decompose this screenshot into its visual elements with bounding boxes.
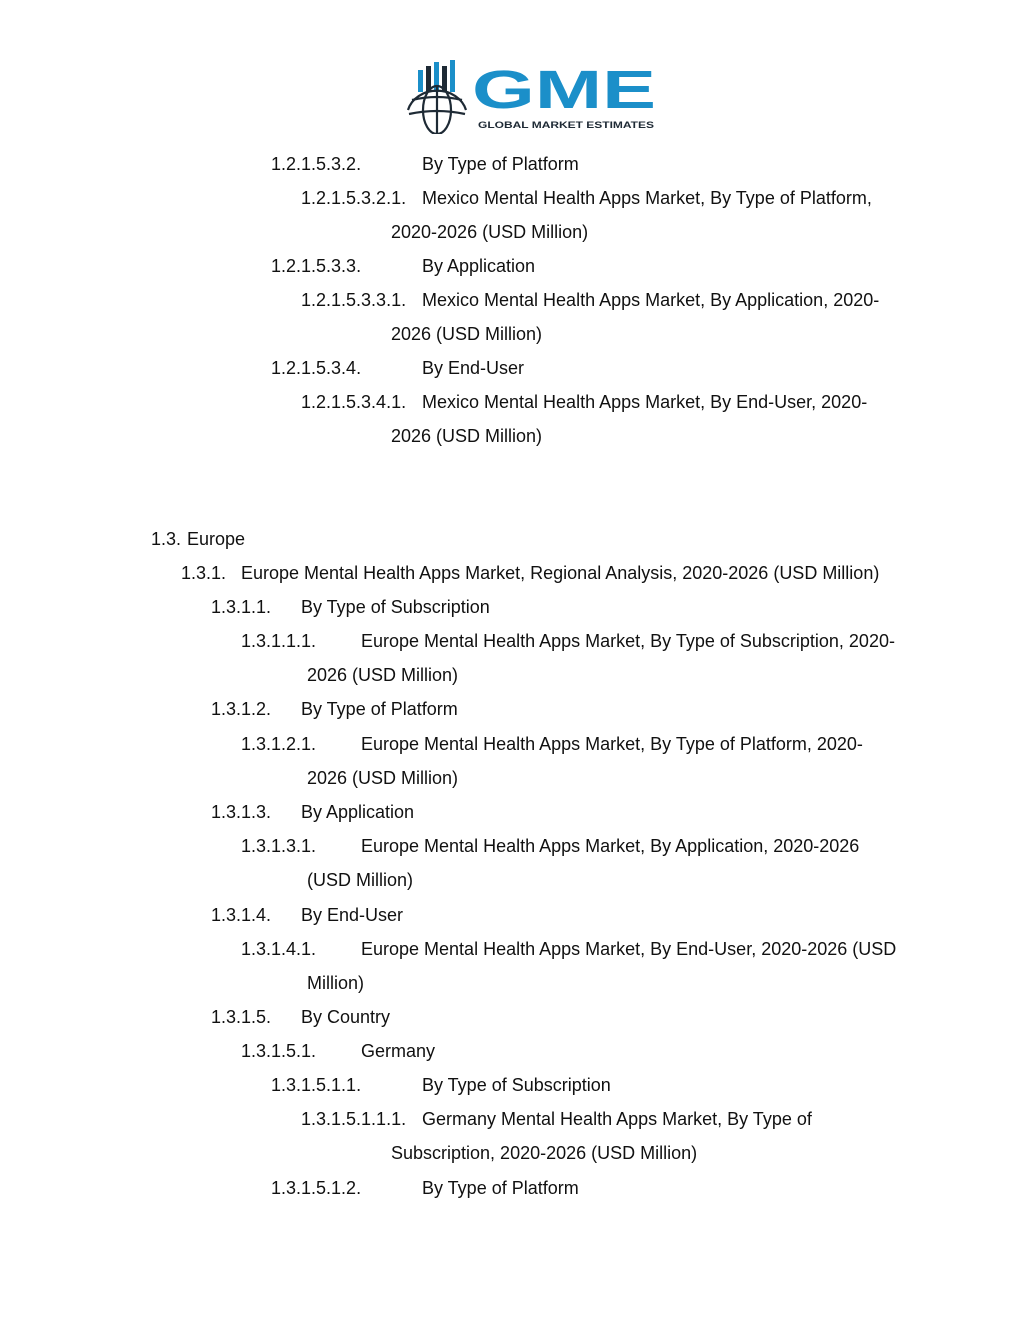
toc-entry-title: By Type of Platform bbox=[301, 699, 458, 719]
toc-entry-title: Mexico Mental Health Apps Market, By Type of Platform, bbox=[422, 188, 872, 208]
toc-entry-title: Europe Mental Health Apps Market, By Type of Platform, 2020- bbox=[361, 734, 863, 754]
toc-entry-title: By Application bbox=[422, 256, 536, 276]
toc-entry-number: 1.2.1.5.3.3. bbox=[271, 256, 362, 276]
toc-entry-title: By End-User bbox=[301, 905, 404, 925]
toc-entry-title: Mexico Mental Health Apps Market, By End-User, 2020- bbox=[422, 392, 868, 412]
toc-entry-title: By Type of Subscription bbox=[422, 1075, 611, 1095]
toc-entry-title: By Type of Platform bbox=[422, 154, 579, 174]
logo-wordmark: GME bbox=[472, 60, 656, 120]
toc-entry-number: 1.3.1.5.1.2. bbox=[271, 1178, 362, 1198]
toc-entry-number: 1.3.1.5.1. bbox=[241, 1041, 317, 1061]
toc-entry-number: 1.3.1.3. bbox=[211, 802, 272, 822]
toc-entry-title: Europe Mental Health Apps Market, Regional Analysis, 2020-2026 (USD Million) bbox=[241, 563, 880, 583]
toc-entry-number: 1.3.1.2.1. bbox=[241, 734, 317, 754]
toc-entry-number: 1.3.1.1. bbox=[211, 597, 272, 617]
toc-entry-title-continuation: 2026 (USD Million) bbox=[391, 324, 543, 344]
toc-entry-title: Germany bbox=[361, 1041, 436, 1061]
toc-entry-number: 1.3.1.4.1. bbox=[241, 939, 317, 959]
toc-entry-title: By Application bbox=[301, 802, 415, 822]
toc-entry-title-continuation: 2020-2026 (USD Million) bbox=[391, 222, 589, 242]
toc-entry-title-continuation: Million) bbox=[307, 973, 365, 993]
toc-entry-number: 1.2.1.5.3.2.1. bbox=[301, 188, 407, 208]
toc-entry-title: Germany Mental Health Apps Market, By Type of bbox=[422, 1109, 812, 1129]
toc-entry-title: Europe Mental Health Apps Market, By Application, 2020-2026 bbox=[361, 836, 860, 856]
toc-entry-number: 1.3.1.5. bbox=[211, 1007, 272, 1027]
toc-entry-title: Europe Mental Health Apps Market, By End-User, 2020-2026 (USD bbox=[361, 939, 897, 959]
toc-entry-number: 1.3.1.3.1. bbox=[241, 836, 317, 856]
toc-entry-number: 1.3. bbox=[151, 529, 182, 549]
toc-entry-title: Europe bbox=[187, 529, 246, 549]
toc-entry-number: 1.2.1.5.3.3.1. bbox=[301, 290, 407, 310]
toc-entry-title: Mexico Mental Health Apps Market, By Application, 2020- bbox=[422, 290, 880, 310]
toc-entry-title: Europe Mental Health Apps Market, By Type of Subscription, 2020- bbox=[361, 631, 895, 651]
toc-entry-number: 1.3.1.2. bbox=[211, 699, 272, 719]
toc-entry-number: 1.2.1.5.3.4. bbox=[271, 358, 362, 378]
toc-entry-number: 1.3.1.1.1. bbox=[241, 631, 317, 651]
toc-entry-number: 1.3.1.4. bbox=[211, 905, 272, 925]
toc-entry-title: By Type of Subscription bbox=[301, 597, 490, 617]
toc-entry-title-continuation: 2026 (USD Million) bbox=[307, 768, 459, 788]
toc-entry-number: 1.3.1. bbox=[181, 563, 227, 583]
toc-entry-title: By Country bbox=[301, 1007, 391, 1027]
toc-entry-number: 1.2.1.5.3.4.1. bbox=[301, 392, 407, 412]
toc-entry-title-continuation: Subscription, 2020-2026 (USD Million) bbox=[391, 1143, 698, 1163]
toc-entry-number: 1.2.1.5.3.2. bbox=[271, 154, 362, 174]
toc-entry-title-continuation: 2026 (USD Million) bbox=[307, 665, 459, 685]
toc-entry-title-continuation: 2026 (USD Million) bbox=[391, 426, 543, 446]
toc-entry-number: 1.3.1.5.1.1.1. bbox=[301, 1109, 407, 1129]
logo-tagline: GLOBAL MARKET ESTIMATES bbox=[478, 120, 654, 130]
toc-entry-title-continuation: (USD Million) bbox=[307, 870, 414, 890]
toc-entry-title: By End-User bbox=[422, 358, 525, 378]
toc-entry-number: 1.3.1.5.1.1. bbox=[271, 1075, 362, 1095]
toc-entry-title: By Type of Platform bbox=[422, 1178, 579, 1198]
